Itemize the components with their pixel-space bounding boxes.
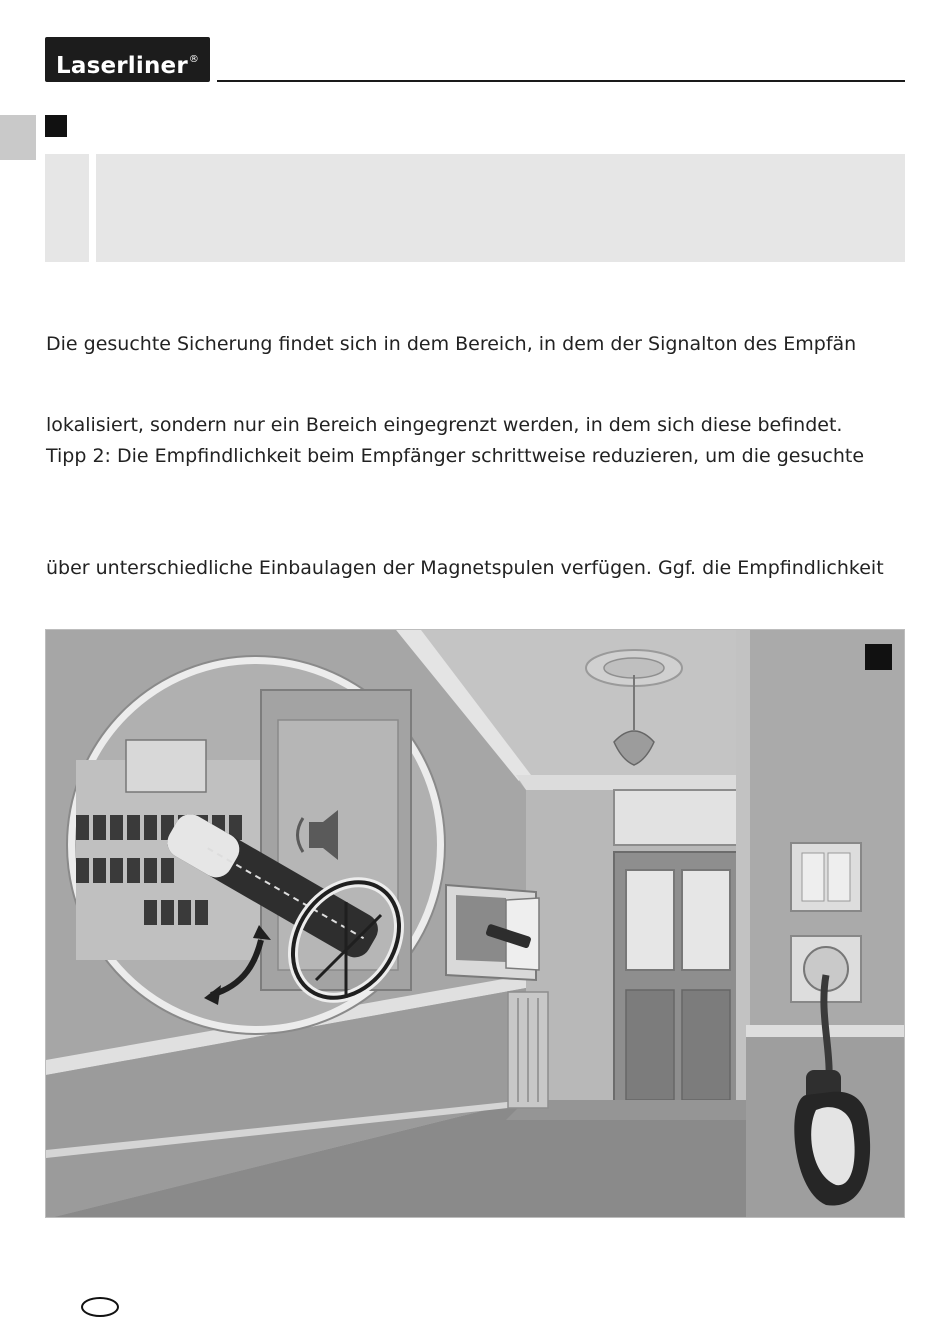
language-code-oval xyxy=(81,1297,119,1317)
paragraph-line-3: Tipp 2: Die Empfindlichkeit beim Empfänger schrittweise reduzieren, um die gesuchte xyxy=(46,445,865,467)
brand-name: Laserliner xyxy=(56,53,188,79)
paragraph-line-4: über unterschiedliche Einbaulagen der Magnetspulen verfügen. Ggf. die Empfindlichkeit xyxy=(46,557,884,579)
figure-marker-square xyxy=(865,644,892,670)
language-side-tab xyxy=(0,115,36,160)
registered-mark: ® xyxy=(188,54,200,65)
illustration-drawing xyxy=(46,630,905,1218)
note-box xyxy=(45,154,905,262)
header-rule xyxy=(217,80,905,82)
illustration-hallway-fuse-finder xyxy=(45,629,905,1218)
note-box-icon-cell xyxy=(45,154,89,262)
note-box-text-cell xyxy=(96,154,905,262)
brand-logo xyxy=(45,37,210,82)
paragraph-line-2: lokalisiert, sondern nur ein Bereich eingegrenzt werden, in dem sich diese befindet. xyxy=(46,414,843,436)
paragraph-line-1: Die gesuchte Sicherung findet sich in dem Bereich, in dem der Signalton des Empfän xyxy=(46,333,857,355)
section-marker-square xyxy=(45,115,67,137)
